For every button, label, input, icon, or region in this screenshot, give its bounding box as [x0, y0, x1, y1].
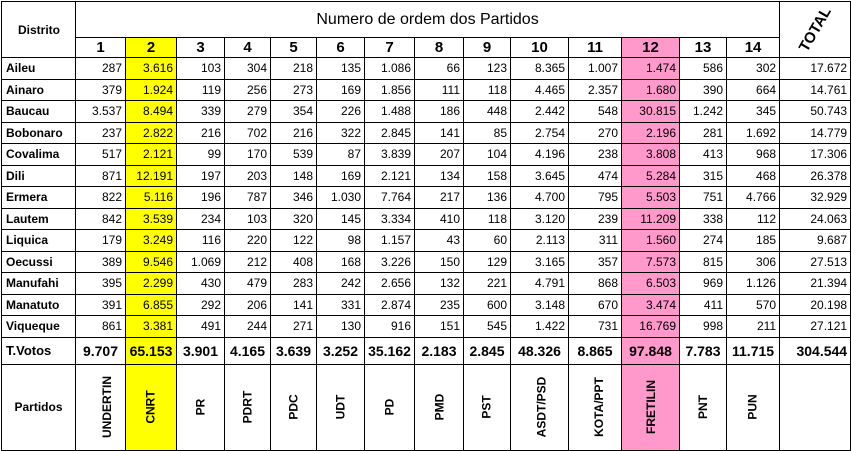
vote-cell: 281	[680, 122, 727, 144]
column-number-11: 11	[569, 38, 622, 58]
vote-cell: 871	[76, 165, 126, 187]
vote-cell: 103	[225, 208, 271, 230]
vote-cell: 179	[76, 230, 126, 252]
vote-cell: 238	[569, 144, 622, 166]
vote-cell: 664	[727, 79, 780, 101]
vote-cell: 731	[569, 316, 622, 338]
vote-cell: 235	[415, 294, 464, 316]
row-total: 17.672	[780, 58, 851, 80]
vote-cell: 391	[76, 294, 126, 316]
table-row	[2, 294, 851, 316]
party-name: PDRT	[240, 390, 255, 424]
total-header	[780, 2, 851, 58]
vote-cell: 12.191	[126, 165, 177, 187]
party-cell	[177, 364, 225, 450]
vote-cell: 3.616	[126, 58, 177, 80]
vote-cell: 242	[317, 273, 365, 295]
vote-cell: 136	[464, 187, 511, 209]
column-number-4: 4	[225, 38, 271, 58]
totals-label: T.Votos	[2, 337, 76, 364]
vote-cell: 3.120	[511, 208, 569, 230]
table-row	[2, 165, 851, 187]
vote-cell: 104	[464, 144, 511, 166]
table-row	[2, 144, 851, 166]
vote-cell: 968	[727, 144, 780, 166]
party-name: PNT	[696, 395, 710, 419]
vote-cell: 3.645	[511, 165, 569, 187]
vote-cell: 11.209	[622, 208, 680, 230]
total-votes-cell: 9.707	[76, 337, 126, 364]
column-number-9: 9	[464, 38, 511, 58]
vote-cell: 103	[177, 58, 225, 80]
vote-cell: 1.560	[622, 230, 680, 252]
vote-cell: 119	[177, 79, 225, 101]
party-name: PUN	[746, 394, 761, 420]
district-name: Aileu	[2, 58, 76, 80]
vote-cell: 99	[177, 144, 225, 166]
vote-cell: 517	[76, 144, 126, 166]
vote-cell: 389	[76, 251, 126, 273]
vote-cell: 795	[569, 187, 622, 209]
district-name: Oecussi	[2, 251, 76, 273]
vote-cell: 315	[680, 165, 727, 187]
vote-cell: 338	[680, 208, 727, 230]
total-votes-cell: 35.162	[365, 337, 415, 364]
total-votes-cell: 3.639	[271, 337, 317, 364]
total-votes-cell: 8.865	[569, 337, 622, 364]
vote-cell: 468	[727, 165, 780, 187]
vote-cell: 226	[317, 101, 365, 123]
table-row	[2, 251, 851, 273]
vote-cell: 1.126	[727, 273, 780, 295]
vote-cell: 2.822	[126, 122, 177, 144]
vote-cell: 395	[76, 273, 126, 295]
vote-cell: 3.249	[126, 230, 177, 252]
vote-cell: 271	[271, 316, 317, 338]
vote-cell: 379	[76, 79, 126, 101]
vote-cell: 3.539	[126, 208, 177, 230]
party-cell	[317, 364, 365, 450]
vote-cell: 861	[76, 316, 126, 338]
table-row	[2, 79, 851, 101]
vote-cell: 212	[225, 251, 271, 273]
vote-cell: 4.766	[727, 187, 780, 209]
parties-label: Partidos	[2, 364, 76, 450]
vote-cell: 413	[680, 144, 727, 166]
vote-cell: 118	[464, 208, 511, 230]
vote-cell: 474	[569, 165, 622, 187]
vote-cell: 3.165	[511, 251, 569, 273]
vote-cell: 1.157	[365, 230, 415, 252]
vote-cell: 122	[271, 230, 317, 252]
vote-cell: 2.874	[365, 294, 415, 316]
vote-cell: 1.069	[177, 251, 225, 273]
row-total: 50.743	[780, 101, 851, 123]
district-name: Baucau	[2, 101, 76, 123]
vote-cell: 218	[271, 58, 317, 80]
vote-cell: 6.503	[622, 273, 680, 295]
vote-cell: 1.086	[365, 58, 415, 80]
vote-cell: 304	[225, 58, 271, 80]
total-votes-cell: 2.183	[415, 337, 464, 364]
party-name: PMD	[431, 393, 446, 421]
vote-cell: 237	[76, 122, 126, 144]
column-number-13: 13	[680, 38, 727, 58]
party-name: PDC	[286, 394, 301, 420]
district-header: Distrito	[2, 2, 76, 58]
total-votes-cell: 97.848	[622, 337, 680, 364]
vote-cell: 43	[415, 230, 464, 252]
vote-cell: 2.121	[365, 165, 415, 187]
vote-cell: 586	[680, 58, 727, 80]
vote-cell: 239	[569, 208, 622, 230]
vote-cell: 283	[271, 273, 317, 295]
vote-cell: 570	[727, 294, 780, 316]
vote-cell: 916	[365, 316, 415, 338]
empty-cell	[780, 364, 851, 450]
vote-cell: 2.845	[365, 122, 415, 144]
total-votes-cell: 2.845	[464, 337, 511, 364]
vote-cell: 4.791	[511, 273, 569, 295]
vote-cell: 5.284	[622, 165, 680, 187]
vote-cell: 8.365	[511, 58, 569, 80]
vote-cell: 339	[177, 101, 225, 123]
vote-cell: 411	[680, 294, 727, 316]
vote-cell: 539	[271, 144, 317, 166]
vote-cell: 969	[680, 273, 727, 295]
vote-cell: 256	[225, 79, 271, 101]
vote-cell: 16.769	[622, 316, 680, 338]
vote-cell: 196	[177, 187, 225, 209]
vote-cell: 135	[317, 58, 365, 80]
vote-cell: 141	[415, 122, 464, 144]
party-name: FRETILIN	[643, 380, 658, 434]
party-name: ASDT/PSD	[534, 376, 549, 438]
vote-cell: 670	[569, 294, 622, 316]
vote-cell: 1.474	[622, 58, 680, 80]
vote-cell: 211	[727, 316, 780, 338]
vote-cell: 207	[415, 144, 464, 166]
column-number-10: 10	[511, 38, 569, 58]
column-number-12: 12	[622, 38, 680, 58]
vote-cell: 3.808	[622, 144, 680, 166]
party-name: PR	[193, 398, 208, 416]
vote-cell: 390	[680, 79, 727, 101]
vote-cell: 3.474	[622, 294, 680, 316]
table-row	[2, 230, 851, 252]
party-cell	[76, 364, 126, 450]
district-name: Ermera	[2, 187, 76, 209]
party-cell	[365, 364, 415, 450]
party-name: UNDERTIN	[100, 376, 114, 438]
vote-cell: 787	[225, 187, 271, 209]
row-total: 26.378	[780, 165, 851, 187]
column-number-5: 5	[271, 38, 317, 58]
party-name: UDT	[333, 394, 348, 420]
vote-cell: 1.242	[680, 101, 727, 123]
table-title: Numero de ordem dos Partidos	[76, 2, 780, 38]
vote-cell: 141	[271, 294, 317, 316]
vote-cell: 244	[225, 316, 271, 338]
vote-cell: 410	[415, 208, 464, 230]
vote-cell: 206	[225, 294, 271, 316]
vote-cell: 2.299	[126, 273, 177, 295]
vote-cell: 274	[680, 230, 727, 252]
vote-cell: 311	[569, 230, 622, 252]
column-number-2: 2	[126, 38, 177, 58]
party-cell	[727, 364, 780, 450]
vote-cell: 408	[271, 251, 317, 273]
vote-cell: 287	[76, 58, 126, 80]
vote-cell: 9.546	[126, 251, 177, 273]
vote-cell: 545	[464, 316, 511, 338]
party-cell	[680, 364, 727, 450]
vote-cell: 134	[415, 165, 464, 187]
vote-cell: 98	[317, 230, 365, 252]
vote-cell: 220	[225, 230, 271, 252]
vote-cell: 322	[317, 122, 365, 144]
vote-cell: 169	[317, 79, 365, 101]
vote-cell: 130	[317, 316, 365, 338]
row-total: 27.121	[780, 316, 851, 338]
vote-cell: 169	[317, 165, 365, 187]
vote-cell: 1.924	[126, 79, 177, 101]
vote-cell: 479	[225, 273, 271, 295]
vote-cell: 112	[727, 208, 780, 230]
vote-cell: 4.465	[511, 79, 569, 101]
vote-cell: 2.656	[365, 273, 415, 295]
vote-cell: 129	[464, 251, 511, 273]
district-name: Manatuto	[2, 294, 76, 316]
vote-cell: 85	[464, 122, 511, 144]
vote-cell: 30.815	[622, 101, 680, 123]
vote-cell: 3.148	[511, 294, 569, 316]
vote-cell: 7.764	[365, 187, 415, 209]
party-cell	[511, 364, 569, 450]
column-number-1: 1	[76, 38, 126, 58]
vote-cell: 815	[680, 251, 727, 273]
party-cell	[271, 364, 317, 450]
vote-cell: 357	[569, 251, 622, 273]
vote-cell: 2.754	[511, 122, 569, 144]
total-votes-cell: 48.326	[511, 337, 569, 364]
vote-cell: 170	[225, 144, 271, 166]
vote-cell: 5.503	[622, 187, 680, 209]
total-header-label: TOTAL	[795, 4, 835, 55]
total-votes-cell: 4.165	[225, 337, 271, 364]
total-votes-cell: 7.783	[680, 337, 727, 364]
party-cell	[225, 364, 271, 450]
vote-cell: 751	[680, 187, 727, 209]
vote-cell: 3.839	[365, 144, 415, 166]
vote-cell: 1.007	[569, 58, 622, 80]
vote-cell: 116	[177, 230, 225, 252]
row-total: 14.761	[780, 79, 851, 101]
row-total: 24.063	[780, 208, 851, 230]
row-total: 9.687	[780, 230, 851, 252]
district-name: Viqueque	[2, 316, 76, 338]
vote-cell: 8.494	[126, 101, 177, 123]
vote-cell: 2.442	[511, 101, 569, 123]
vote-cell: 331	[317, 294, 365, 316]
table-row	[2, 208, 851, 230]
vote-cell: 145	[317, 208, 365, 230]
vote-cell: 273	[271, 79, 317, 101]
total-votes-cell: 65.153	[126, 337, 177, 364]
party-cell	[569, 364, 622, 450]
vote-cell: 4.700	[511, 187, 569, 209]
vote-cell: 998	[680, 316, 727, 338]
vote-cell: 87	[317, 144, 365, 166]
vote-cell: 111	[415, 79, 464, 101]
vote-cell: 2.196	[622, 122, 680, 144]
vote-cell: 6.855	[126, 294, 177, 316]
vote-cell: 430	[177, 273, 225, 295]
vote-cell: 345	[727, 101, 780, 123]
vote-cell: 270	[569, 122, 622, 144]
vote-cell: 292	[177, 294, 225, 316]
grand-total: 304.544	[780, 337, 851, 364]
district-name: Bobonaro	[2, 122, 76, 144]
district-name: Ainaro	[2, 79, 76, 101]
vote-cell: 151	[415, 316, 464, 338]
vote-cell: 186	[415, 101, 464, 123]
total-votes-cell: 3.252	[317, 337, 365, 364]
table-row	[2, 316, 851, 338]
column-number-14: 14	[727, 38, 780, 58]
vote-cell: 3.381	[126, 316, 177, 338]
table-row	[2, 273, 851, 295]
vote-cell: 702	[225, 122, 271, 144]
table-row	[2, 101, 851, 123]
parties-row	[2, 364, 851, 450]
column-number-6: 6	[317, 38, 365, 58]
district-name: Covalima	[2, 144, 76, 166]
district-name: Dili	[2, 165, 76, 187]
election-results-table	[1, 1, 851, 451]
vote-cell: 216	[177, 122, 225, 144]
vote-cell: 7.573	[622, 251, 680, 273]
vote-cell: 868	[569, 273, 622, 295]
party-name: CNRT	[143, 390, 158, 424]
row-total: 20.198	[780, 294, 851, 316]
vote-cell: 320	[271, 208, 317, 230]
vote-cell: 600	[464, 294, 511, 316]
party-cell	[415, 364, 464, 450]
vote-cell: 148	[271, 165, 317, 187]
vote-cell: 354	[271, 101, 317, 123]
vote-cell: 1.856	[365, 79, 415, 101]
vote-cell: 448	[464, 101, 511, 123]
vote-cell: 302	[727, 58, 780, 80]
party-cell	[464, 364, 511, 450]
party-cell	[622, 364, 680, 450]
vote-cell: 4.196	[511, 144, 569, 166]
column-number-7: 7	[365, 38, 415, 58]
vote-cell: 217	[415, 187, 464, 209]
vote-cell: 279	[225, 101, 271, 123]
party-cell	[126, 364, 177, 450]
column-number-3: 3	[177, 38, 225, 58]
party-name: KOTA/PPT	[591, 377, 606, 437]
vote-cell: 123	[464, 58, 511, 80]
vote-cell: 346	[271, 187, 317, 209]
vote-cell: 185	[727, 230, 780, 252]
table-row	[2, 122, 851, 144]
vote-cell: 491	[177, 316, 225, 338]
vote-cell: 3.226	[365, 251, 415, 273]
table-row	[2, 58, 851, 80]
table-row	[2, 187, 851, 209]
vote-cell: 132	[415, 273, 464, 295]
vote-cell: 3.537	[76, 101, 126, 123]
vote-cell: 66	[415, 58, 464, 80]
vote-cell: 1.488	[365, 101, 415, 123]
vote-cell: 216	[271, 122, 317, 144]
row-total: 27.513	[780, 251, 851, 273]
vote-cell: 150	[415, 251, 464, 273]
vote-cell: 60	[464, 230, 511, 252]
vote-cell: 234	[177, 208, 225, 230]
vote-cell: 2.121	[126, 144, 177, 166]
vote-cell: 1.030	[317, 187, 365, 209]
vote-cell: 306	[727, 251, 780, 273]
column-number-8: 8	[415, 38, 464, 58]
row-total: 17.306	[780, 144, 851, 166]
vote-cell: 1.680	[622, 79, 680, 101]
vote-cell: 1.422	[511, 316, 569, 338]
vote-cell: 197	[177, 165, 225, 187]
vote-cell: 168	[317, 251, 365, 273]
vote-cell: 2.357	[569, 79, 622, 101]
vote-cell: 203	[225, 165, 271, 187]
party-name: PD	[382, 398, 397, 416]
district-name: Liquica	[2, 230, 76, 252]
vote-cell: 5.116	[126, 187, 177, 209]
district-name: Manufahi	[2, 273, 76, 295]
vote-cell: 3.334	[365, 208, 415, 230]
totals-row	[2, 337, 851, 364]
vote-cell: 842	[76, 208, 126, 230]
vote-cell: 548	[569, 101, 622, 123]
party-name: PST	[480, 395, 494, 419]
district-name: Lautem	[2, 208, 76, 230]
vote-cell: 2.113	[511, 230, 569, 252]
total-votes-cell: 11.715	[727, 337, 780, 364]
row-total: 32.929	[780, 187, 851, 209]
vote-cell: 1.692	[727, 122, 780, 144]
vote-cell: 822	[76, 187, 126, 209]
row-total: 14.779	[780, 122, 851, 144]
total-votes-cell: 3.901	[177, 337, 225, 364]
row-total: 21.394	[780, 273, 851, 295]
vote-cell: 118	[464, 79, 511, 101]
vote-cell: 158	[464, 165, 511, 187]
vote-cell: 221	[464, 273, 511, 295]
